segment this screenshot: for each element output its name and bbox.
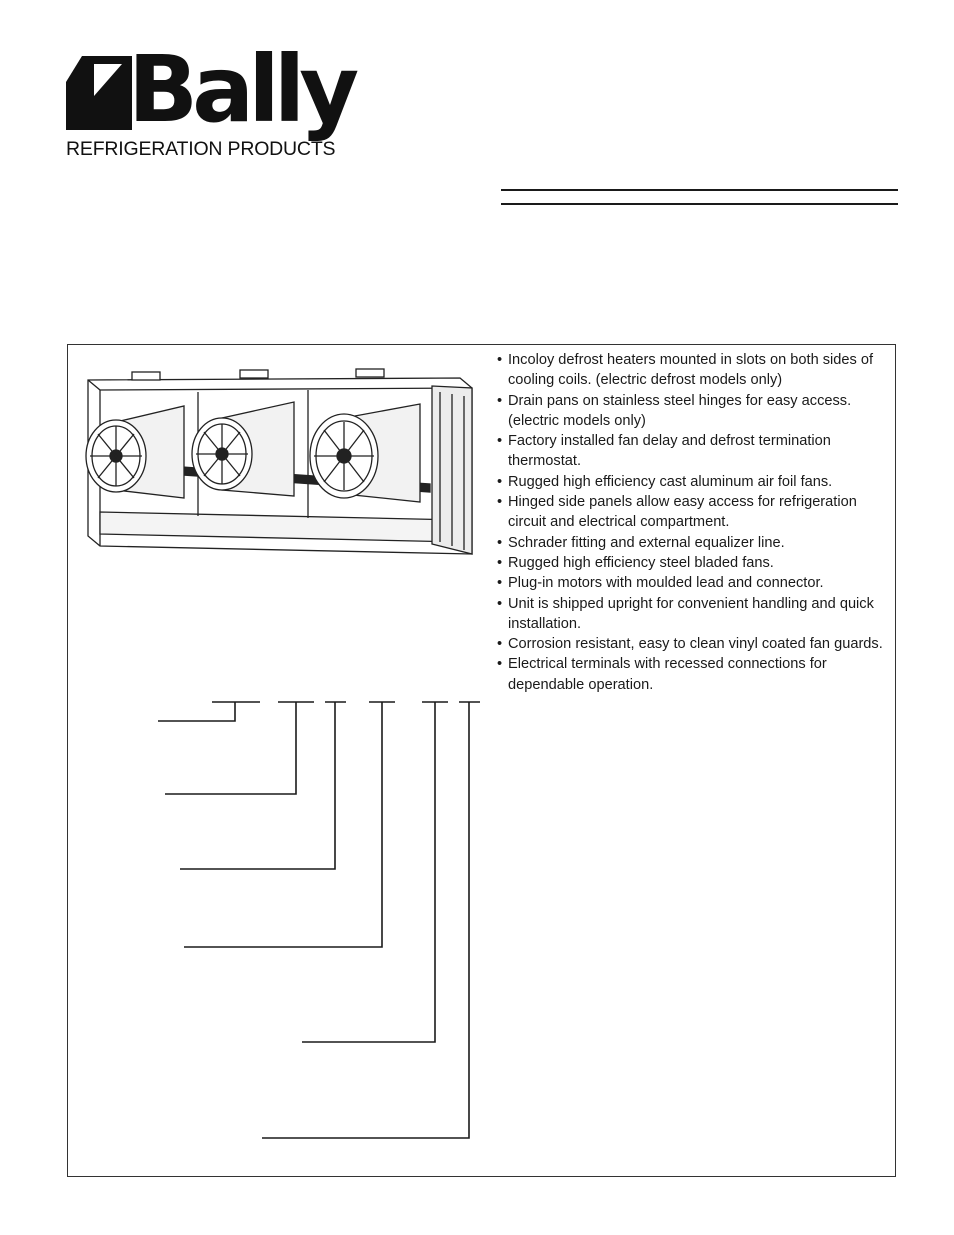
bullet-icon: • (497, 575, 503, 592)
list-item: • Corrosion resistant, easy to clean vinyl coated fan guards. (497, 634, 887, 654)
bullet-icon: • (497, 595, 503, 612)
list-item: • Drain pans on stainless steel hinges for easy access. (electric models only) (497, 392, 852, 429)
bullet-icon: • (497, 554, 503, 571)
list-item: • Unit is shipped upright for convenient handling and quick installation. (497, 595, 874, 632)
bullet-icon: • (497, 656, 503, 673)
bullet-icon: • (497, 392, 503, 409)
bally-logo (66, 36, 366, 164)
list-item: • Electrical terminals with recessed connections for dependable operation. (497, 656, 827, 693)
bullet-icon: • (497, 352, 503, 368)
list-item: • Plug-in motors with moulded lead and connector. (497, 573, 887, 593)
logo-subtitle: REFRIGERATION PRODUCTS (66, 138, 336, 160)
logo-wordmark: Bally (128, 36, 354, 143)
list-item: • Hinged side panels allow easy access for refrigeration circuit and electrical compartment. (497, 494, 857, 531)
list-item: • Rugged high efficiency steel bladed fans. (497, 553, 887, 573)
fan-icon (86, 406, 184, 498)
header-rule-top (501, 189, 898, 191)
feature-list (497, 350, 887, 695)
unit-cooler-illustration (80, 366, 480, 566)
bullet-icon: • (497, 534, 503, 551)
logo-mark-icon (66, 56, 132, 130)
header-rule-bottom (501, 203, 898, 205)
list-item: • Incoloy defrost heaters mounted in slots on both sides of cooling coils. (electric defrost models only) (497, 352, 874, 389)
list-item: • Schrader fitting and external equalizer line. (497, 533, 887, 553)
bullet-icon: • (497, 494, 503, 511)
list-item: • Factory installed fan delay and defrost termination thermostat. (497, 433, 831, 470)
model-code-diagram (150, 690, 490, 1150)
bullet-icon: • (497, 433, 503, 450)
bullet-icon: • (497, 636, 503, 653)
bullet-icon: • (497, 473, 503, 490)
list-item: • Rugged high efficiency cast aluminum air foil fans. (497, 472, 887, 492)
